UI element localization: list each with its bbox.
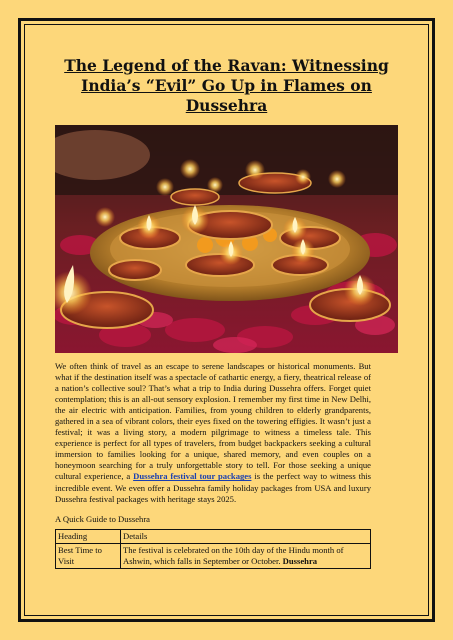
table-cell-heading: Best Time to Visit bbox=[56, 544, 121, 569]
quick-guide-table bbox=[55, 529, 371, 569]
dussehra-tour-packages-link[interactable]: Dussehra festival tour packages bbox=[133, 471, 252, 482]
table-header-heading: Heading bbox=[56, 530, 121, 544]
article-title: The Legend of the Ravan: Witnessing India’s “Evil” Go Up in Flames on Dussehra bbox=[64, 56, 389, 115]
table-row bbox=[56, 544, 371, 569]
intro-paragraph bbox=[55, 361, 371, 505]
table-cell-details bbox=[121, 544, 371, 569]
table-header-details: Details bbox=[121, 530, 371, 544]
quick-guide-heading: A Quick Guide to Dussehra bbox=[55, 514, 150, 524]
table-cell-details-bold: Dussehra bbox=[282, 556, 318, 566]
intro-text-before-link: We often think of travel as an escape to serene landscapes or historical monuments. But what if the destination itself was a spectacle of cathartic energy, a fiery, theatrical release of a nation’s collective soul? That’s what a trip to India during Dussehra offers. Forget quiet contemplation; this is an all-out sensory explosion. I remember my first time in New Delhi, the air electric with anticipation. Families, from young children to elderly grandparents, gathered in a sea of vibrant colors, their eyes fixed on the towering effigies. It wasn’t just a festival; it was a living story, a modern pilgrimage to witness a timeless tale. This experience is perfect for all types of travelers, from budget backpackers seeking a cultural immersion to families looking for a unique, shared memory, and even couples on a honeymoon searching for a truly unforgettable story to tell. For those seeking a unique cultural experience, a bbox=[55, 361, 371, 482]
table-header-row bbox=[56, 530, 371, 544]
intro-text-after-link: is the perfect way to witness this incredible event. We even offer a Dussehra family holiday packages from USA and luxury Dussehra festival packages with heritage stays 2025. bbox=[55, 471, 371, 504]
hero-image bbox=[55, 125, 398, 353]
table-cell-details-text: The festival is celebrated on the 10th day of the Hindu month of Ashwin, which falls in September or October. bbox=[123, 545, 344, 566]
